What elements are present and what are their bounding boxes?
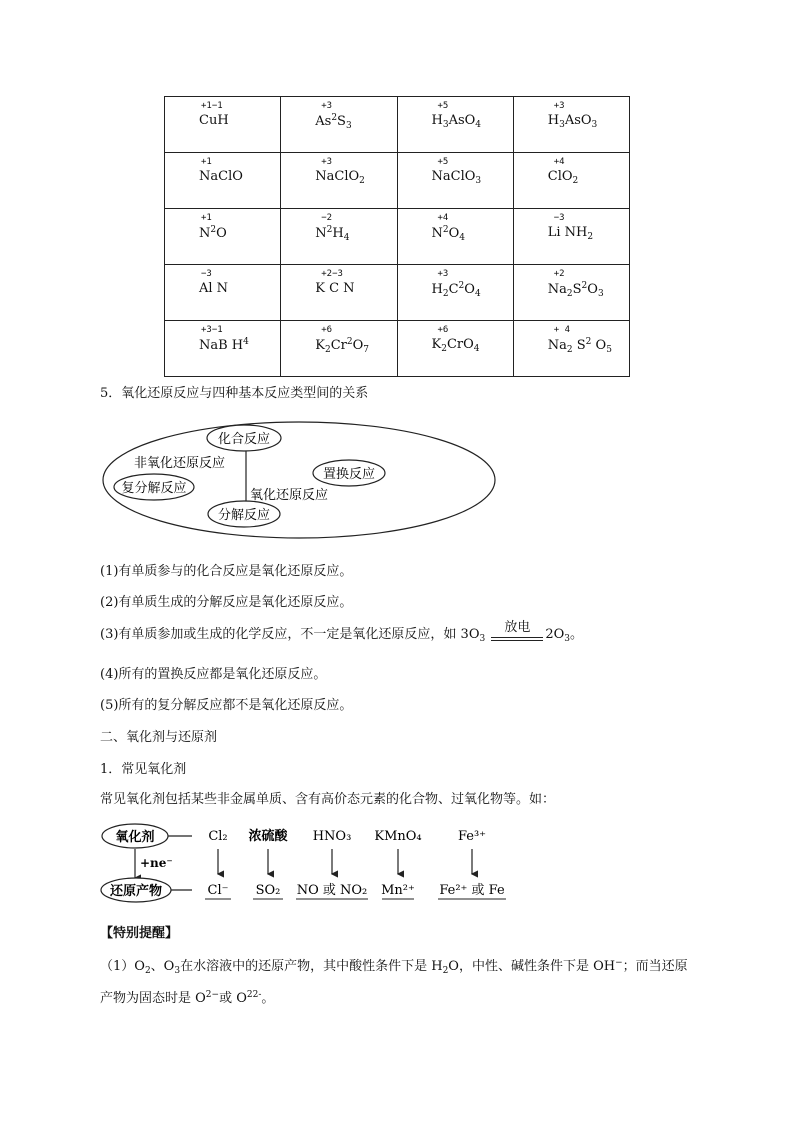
chemical-formula: $Na_2$ $S^2$ $O_5$ <box>547 337 612 355</box>
table-cell <box>281 153 397 209</box>
oxidation-state: +2 <box>553 269 565 279</box>
reduction-product-item: Fe²⁺ 或 Fe <box>439 883 505 898</box>
decomposition-label: 分解反应 <box>217 508 271 523</box>
table-cell <box>513 209 629 265</box>
chemical-formula: $N^2O_4$ <box>431 225 466 243</box>
point-3: (3)有单质参加或生成的化学反应，不一定是氧化还原反应，如 $3O_3$ 放电 $2O_3$。 <box>100 623 583 644</box>
reaction-type-diagram <box>100 417 500 542</box>
reduction-product-item: SO₂ <box>255 883 281 898</box>
table-cell <box>281 209 397 265</box>
chemical-formula: CuH <box>199 113 229 128</box>
point-2: (2)有单质生成的分解反应是氧化还原反应。 <box>100 595 353 610</box>
table-cell <box>165 321 281 377</box>
oxidation-state: +3−1 <box>201 325 223 335</box>
section-5-title: 5．氧化还原反应与四种基本反应类型间的关系 <box>100 386 369 401</box>
table-cell <box>281 265 397 321</box>
table-cell <box>165 209 281 265</box>
chemical-formula: $N^2O$ <box>199 225 227 241</box>
oxidizer-item: 浓硫酸 <box>248 829 288 844</box>
chemical-formula: K C N <box>315 281 355 296</box>
chemical-formula: $H_2C^2O_4$ <box>431 281 481 299</box>
valence-table <box>164 96 630 377</box>
table-cell <box>397 321 513 377</box>
oxidizer-item: Cl₂ <box>208 829 228 844</box>
table-cell <box>397 97 513 153</box>
table-cell <box>513 97 629 153</box>
table-cell <box>165 97 281 153</box>
table-row <box>165 209 630 265</box>
point-3-product: 2O <box>545 627 565 642</box>
oxidation-state: +1−1 <box>201 101 223 111</box>
oxidation-state: +1 <box>201 213 212 223</box>
table-row <box>165 321 630 377</box>
oxidation-state: +3 <box>321 157 333 167</box>
table-row <box>165 97 630 153</box>
table-cell <box>397 209 513 265</box>
oxidation-state: +5 <box>437 157 449 167</box>
non-redox-label: 非氧化还原反应 <box>134 456 226 471</box>
oxidation-state: +2−3 <box>321 269 343 279</box>
discharge-condition: 放电 <box>504 619 531 635</box>
section-2-title: 二、氧化剂与还原剂 <box>100 730 218 745</box>
oxidation-state: +1 <box>201 157 212 167</box>
chemical-formula: NaClO <box>199 169 243 184</box>
subsection-1-title: 1．常见氧化剂 <box>100 762 187 777</box>
reduction-product-item: Mn²⁺ <box>381 883 415 898</box>
oxidation-state: +3 <box>553 101 565 111</box>
oxidizer-item: Fe³⁺ <box>457 829 487 844</box>
oxidation-state: −2 <box>321 213 333 223</box>
table-cell <box>281 97 397 153</box>
combination-label: 化合反应 <box>217 432 271 447</box>
product-label: 还原产物 <box>109 884 163 899</box>
reduction-product-item: Cl⁻ <box>207 883 229 898</box>
oxidation-state: +4 <box>437 213 449 223</box>
tip-title: 【特别提醒】 <box>100 926 179 941</box>
table-cell <box>397 153 513 209</box>
oxidation-state: +4 <box>553 157 565 167</box>
point-3-text: (3)有单质参加或生成的化学反应，不一定是氧化还原反应，如 3O <box>100 627 480 642</box>
table-cell <box>165 265 281 321</box>
point-5: (5)所有的复分解反应都不是氧化还原反应。 <box>100 698 353 713</box>
oxidation-state: +3 <box>437 269 449 279</box>
oxidation-state: +6 <box>321 325 333 335</box>
table-cell <box>513 153 629 209</box>
chemical-formula: NaClO$_2$ <box>315 169 365 186</box>
point-4: (4)所有的置换反应都是氧化还原反应。 <box>100 667 327 682</box>
chemical-formula: $Na_2S^2O_3$ <box>547 281 604 299</box>
table-row <box>165 153 630 209</box>
discharge-arrow <box>489 619 545 642</box>
replacement-label: 置换反应 <box>322 467 376 482</box>
redox-label: 氧化还原反应 <box>250 488 329 503</box>
table-cell <box>513 321 629 377</box>
oxidation-state: −3 <box>553 213 565 223</box>
chemical-formula: $As^2S_3$ <box>315 113 352 131</box>
oxidizer-diagram <box>100 822 520 904</box>
point-1: (1)有单质参与的化合反应是氧化还原反应。 <box>100 564 353 579</box>
gain-electrons-label: +ne⁻ <box>140 856 173 870</box>
chemical-formula: Li $NH_2$ <box>547 225 594 242</box>
chemical-formula: $H_3AsO_3$ <box>547 113 598 130</box>
oxidation-state: +3 <box>321 101 333 111</box>
ozone-subscript-2: 3 <box>564 634 571 644</box>
oxidizer-item: KMnO₄ <box>374 829 422 844</box>
table-row <box>165 265 630 321</box>
chemical-formula: $K_2Cr^2O_7$ <box>315 337 370 355</box>
oxidation-state: +5 <box>437 101 449 111</box>
chemical-formula: $H_3AsO_4$ <box>431 113 482 130</box>
chemical-formula: Al N <box>199 281 229 296</box>
double-decomposition-label: 复分解反应 <box>121 481 187 496</box>
tip-line-2: 产物为固态时是 $O^{2-}$或 $O^{22-}$。 <box>100 990 275 1006</box>
ozone-subscript-1: 3 <box>479 634 486 644</box>
oxidizer-item: HNO₃ <box>312 829 352 844</box>
table-cell <box>397 265 513 321</box>
oxidizer-label: 氧化剂 <box>115 830 155 845</box>
chemical-formula: NaClO$_3$ <box>431 169 482 186</box>
oxidation-state: + 4 <box>553 325 571 335</box>
chemical-formula: $N^2H_4$ <box>315 225 350 243</box>
table-cell <box>281 321 397 377</box>
reduction-product-item: NO 或 NO₂ <box>296 883 368 898</box>
chemical-formula: $K_2CrO_4$ <box>431 337 480 354</box>
table-cell <box>165 153 281 209</box>
oxidizer-intro: 常见氧化剂包括某些非金属单质、含有高价态元素的化合物、过氧化物等。如： <box>100 792 556 807</box>
oxidation-state: +6 <box>437 325 449 335</box>
table-cell <box>513 265 629 321</box>
chemical-formula: ClO$_2$ <box>547 169 579 186</box>
tip-line-1: $(1)O_2$、$O_3$在水溶液中的还原产物，其中酸性条件下是 $H_2O$，中性、碱性条件下是 OH−；而当还原 <box>100 958 688 976</box>
chemical-formula: NaB $H^4$ <box>199 337 249 353</box>
oxidation-state: −3 <box>201 269 212 279</box>
